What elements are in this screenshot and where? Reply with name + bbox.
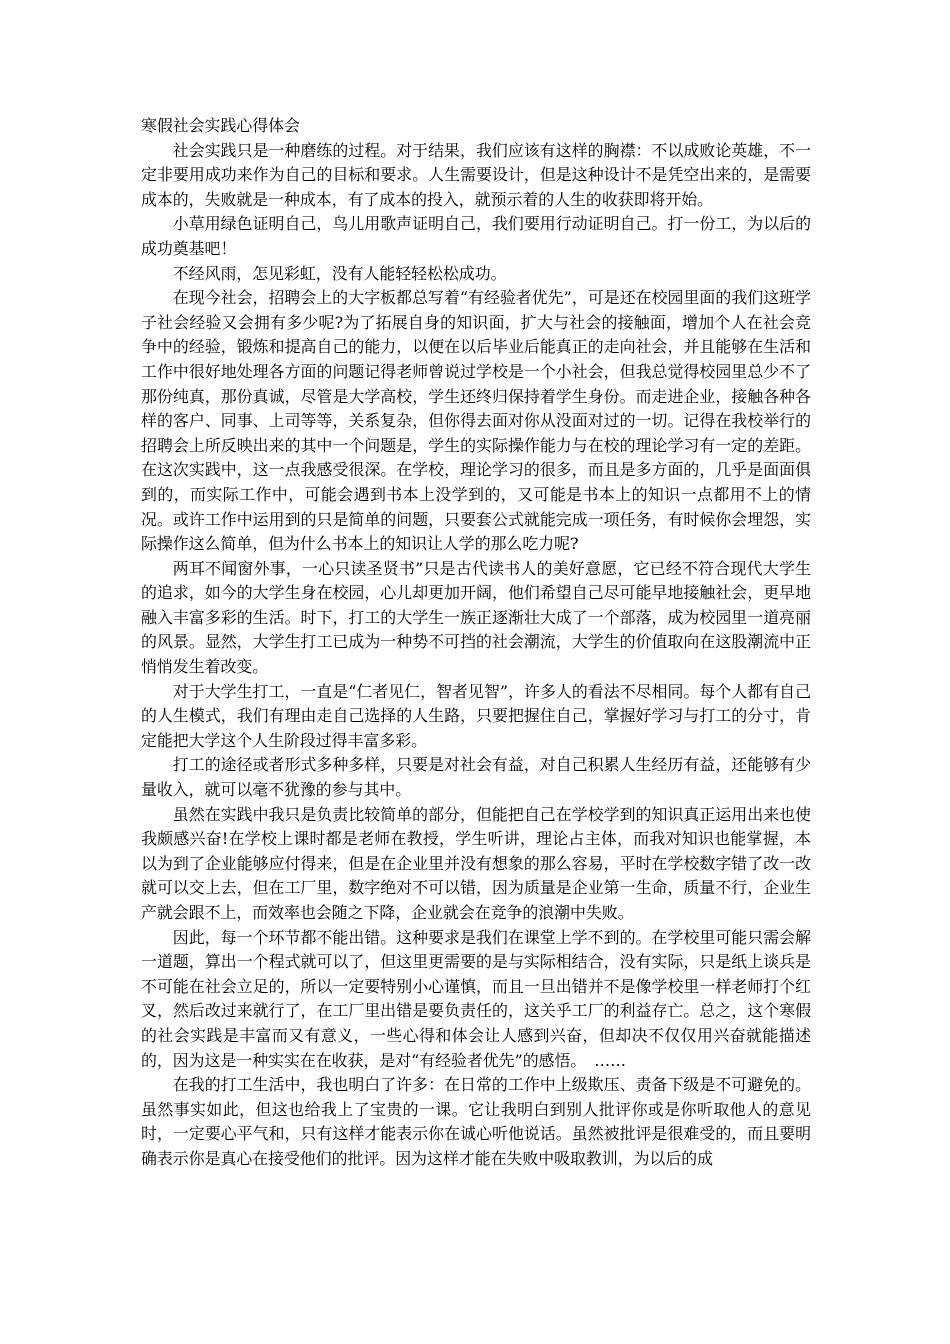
paragraph: 小草用绿色证明自己，鸟儿用歌声证明自己，我们要用行动证明自己。打一份工，为以后的成功奠基吧！ — [141, 214, 811, 258]
document-body — [141, 114, 811, 1172]
paragraph: 虽然在实践中我只是负责比较简单的部分，但能把自己在学校学到的知识真正运用出来也使我颇感兴奋!在学校上课时都是老师在教授，学生听讲，理论占主体，而我对知识也能掌握，本以为到了企业能够应付得来，但是在企业里并没有想象的那么容易，平时在学校数字错了改一改就可以交上去，但在工厂里，数字绝对不可以错，因为质量是企业第一生命，质量不行，企业生产就会跟不上，而效率也会随之下降，企业就会在竞争的浪潮中失败。 — [141, 804, 811, 922]
paragraph: 对于大学生打工，一直是“仁者见仁，智者见智”，许多人的看法不尽相同。每个人都有自己的人生模式，我们有理由走自己选择的人生路，只要把握住自己，掌握好学习与打工的分寸，肯定能把大学这个人生阶段过得丰富多彩。 — [141, 681, 811, 750]
paragraph: 在现今社会，招聘会上的大字板都总写着“有经验者优先”，可是还在校园里面的我们这班学子社会经验又会拥有多少呢?为了拓展自身的知识面，扩大与社会的接触面，增加个人在社会竞争中的经验，锻炼和提高自己的能力，以便在以后毕业后能真正的走向社会，并且能够在生活和工作中很好地处理各方面的问题记得老师曾说过学校是一个小社会，但我总觉得校园里总少不了那份纯真，那份真诚，尽管是大学高校，学生还终归保持着学生身份。而走进企业，接触各种各样的客户、同事、上司等等，关系复杂，但你得去面对你从没面对过的一切。记得在我校举行的招聘会上所反映出来的其中一个问题是，学生的实际操作能力与在校的理论学习有一定的差距。在这次实践中，这一点我感受很深。在学校，理论学习的很多，而且是多方面的，几乎是面面俱到的，而实际工作中，可能会遇到书本上没学到的，又可能是书本上的知识一点都用不上的情况。或许工作中运用到的只是简单的问题，只要套公式就能完成一项任务，有时候你会埋怨，实际操作这么简单，但为什么书本上的知识让人学的那么吃力呢? — [141, 288, 811, 554]
paragraph: 在我的打工生活中，我也明白了许多：在日常的工作中上级欺压、责备下级是不可避免的。虽然事实如此，但这也给我上了宝贵的一课。它让我明白到别人批评你或是你听取他人的意见时，一定要心平气和，只有这样才能表示你在诚心听他说话。虽然被批评是很难受的，而且要明确表示你是真心在接受他们的批评。因为这样才能在失败中吸取教训，为以后的成 — [141, 1075, 811, 1168]
document-title: 寒假社会实践心得体会 — [141, 116, 300, 135]
paragraph: 两耳不闻窗外事，一心只读圣贤书”只是古代读书人的美好意愿，它已经不符合现代大学生的追求，如今的大学生身在校园，心儿却更加开阔，他们希望自己尽可能早地接触社会，更早地融入丰富多彩的生活。时下，打工的大学生一族正逐渐壮大成了一个部落，成为校园里一道亮丽的风景。显然，大学生打工已成为一种势不可挡的社会潮流，大学生的价值取向在这股潮流中正悄悄发生着改变。 — [141, 558, 811, 677]
paragraph: 社会实践只是一种磨练的过程。对于结果，我们应该有这样的胸襟：不以成败论英雄，不一定非要用成功来作为自己的目标和要求。人生需要设计，但是这种设计不是凭空出来的，是需要成本的，失败就是一种成本，有了成本的投入，就预示着的人生的收获即将开始。 — [141, 140, 811, 209]
paragraph: 不经风雨，怎见彩虹，没有人能轻轻松松成功。 — [172, 263, 507, 283]
paragraph: 因此，每一个环节都不能出错。这种要求是我们在课堂上学不到的。在学校里可能只需会解一道题，算出一个程式就可以了，但这里更需要的是与实际相结合，没有实际，只是纸上谈兵是不可能在社会立足的，所以一定要特别小心谨慎，而且一旦出错并不是像学校里一样老师打个红叉，然后改过来就行了，在工厂里出错是要负责任的，这关乎工厂的利益存亡。总之，这个寒假的社会实践是丰富而又有意义，一些心得和体会让人感到兴奋，但却决不仅仅用兴奋就能描述的，因为这是一种实实在在收获，是对“有经验者优先”的感悟。 …… — [141, 927, 811, 1070]
paragraph: 打工的途径或者形式多种多样，只要是对社会有益，对自己积累人生经历有益，还能够有少量收入，就可以毫不犹豫的参与其中。 — [141, 755, 811, 800]
